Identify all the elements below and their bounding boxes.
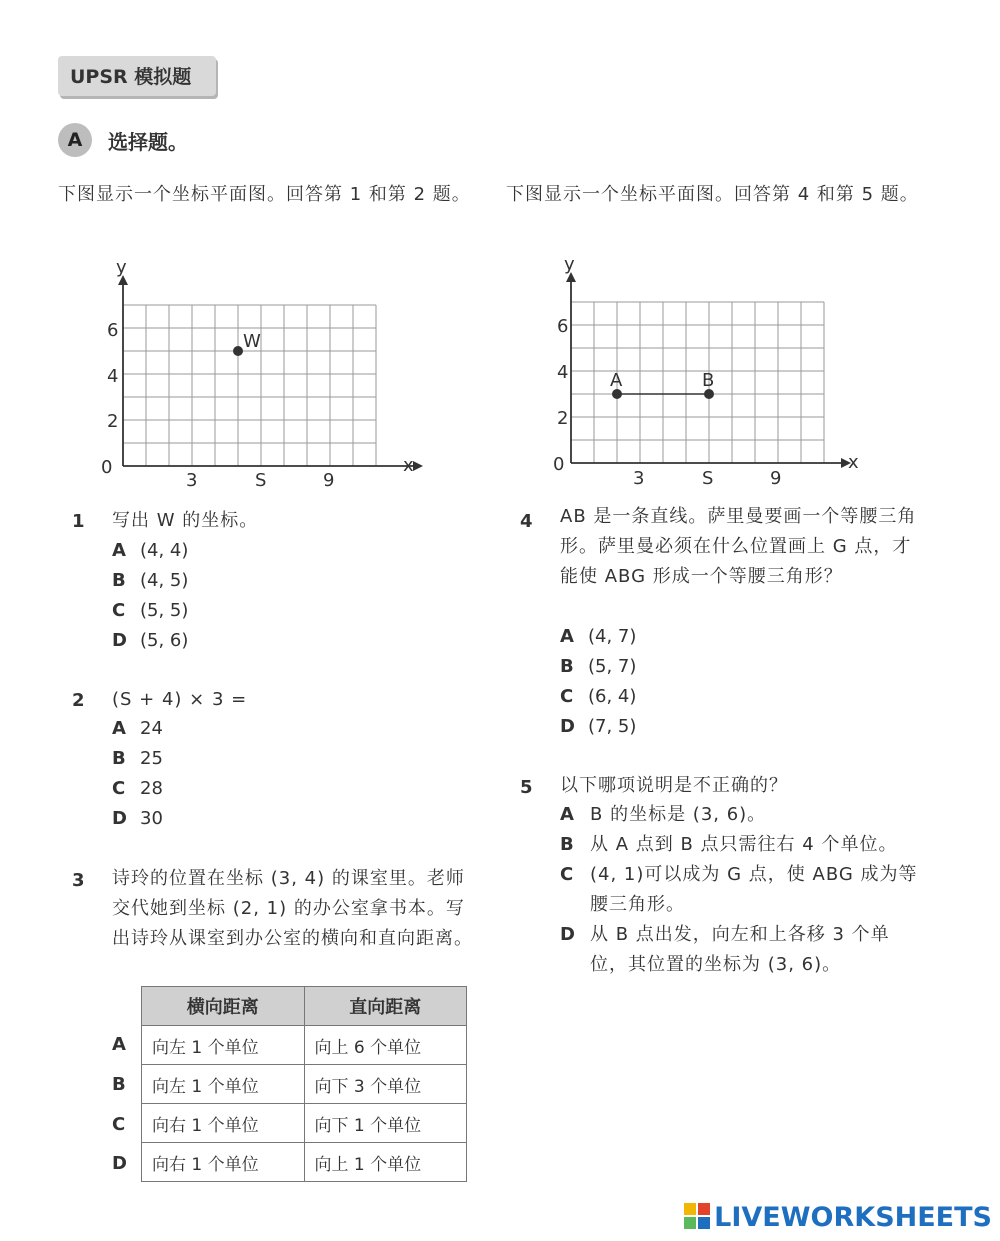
y-tick-2: 2	[107, 411, 119, 432]
point-b-label: B	[702, 370, 715, 391]
table-cell: 向右 1 个单位	[142, 1143, 305, 1182]
y-axis-label: y	[564, 254, 575, 275]
q5-options	[560, 800, 920, 980]
point-w-label: W	[243, 331, 261, 352]
table-header-vertical: 直向距离	[304, 987, 467, 1026]
q2-number: 2	[72, 690, 85, 711]
y-tick-0: 0	[101, 457, 113, 478]
q2-option-b[interactable]: B 25	[112, 748, 163, 769]
table-row	[142, 1065, 467, 1104]
q3-number: 3	[72, 870, 85, 891]
table-cell: 向右 1 个单位	[142, 1104, 305, 1143]
table-row	[142, 1104, 467, 1143]
q5-option-d[interactable]: D 从 B 点出发，向左和上各移 3 个单位，其位置的坐标为 (3, 6)。	[560, 924, 890, 975]
q1-options	[112, 536, 188, 656]
table-cell: 向下 3 个单位	[304, 1065, 467, 1104]
table-cell: 向下 1 个单位	[304, 1104, 467, 1143]
q5-option-c[interactable]: C (4, 1)可以成为 G 点，使 ABG 成为等腰三角形。	[560, 864, 918, 915]
q2-option-d[interactable]: D 30	[112, 808, 163, 829]
q4-option-a[interactable]: A (4, 7)	[560, 626, 637, 647]
q1-option-d[interactable]: D (5, 6)	[112, 630, 189, 651]
q3-row-labels	[112, 986, 142, 1186]
q3-row-label-c[interactable]: C	[112, 1114, 126, 1135]
q5-number: 5	[520, 777, 533, 798]
logo-text: LIVEWORKSHEETS	[714, 1202, 992, 1233]
y-axis-label: y	[116, 257, 127, 278]
q5-option-a[interactable]: A B 的坐标是 (3, 6)。	[560, 804, 767, 825]
q2-options	[112, 714, 163, 834]
q3-row-label-a[interactable]: A	[112, 1034, 126, 1055]
x-tick-5: S	[702, 468, 714, 489]
q3-text: 诗玲的位置在坐标 (3, 4) 的课室里。老师交代她到坐标 (2, 1) 的办公室拿书本。写出诗玲从课室到办公室的横向和直向距离。	[112, 868, 473, 949]
left-intro: 下图显示一个坐标平面图。回答第 1 和第 2 题。	[58, 184, 471, 205]
q4-option-c[interactable]: C (6, 4)	[560, 686, 637, 707]
q2-option-a[interactable]: A 24	[112, 718, 163, 739]
q3-distance-table	[141, 986, 467, 1182]
q1-option-a[interactable]: A (4, 4)	[112, 540, 189, 561]
section-title: 选择题。	[108, 130, 188, 154]
q4-number: 4	[520, 511, 533, 532]
q1-option-b[interactable]: B (4, 5)	[112, 570, 189, 591]
q4-options	[560, 622, 636, 742]
right-coordinate-graph	[543, 252, 873, 492]
x-tick-3: 3	[633, 468, 645, 489]
right-intro: 下图显示一个坐标平面图。回答第 4 和第 5 题。	[506, 184, 919, 205]
table-cell: 向左 1 个单位	[142, 1026, 305, 1065]
table-row	[142, 1026, 467, 1065]
y-tick-4: 4	[557, 362, 569, 383]
point-a-label: A	[610, 370, 623, 391]
section-badge: A	[58, 123, 92, 157]
x-axis-arrow	[413, 461, 423, 471]
table-row	[142, 1143, 467, 1182]
q1-option-c[interactable]: C (5, 5)	[112, 600, 189, 621]
q2-option-c[interactable]: C 28	[112, 778, 163, 799]
table-cell: 向上 1 个单位	[304, 1143, 467, 1182]
page-title: UPSR 模拟题	[70, 66, 192, 88]
x-axis-label: x	[403, 455, 414, 476]
y-tick-6: 6	[557, 316, 569, 337]
liveworksheets-logo[interactable]	[684, 1202, 992, 1233]
q5-option-b[interactable]: B 从 A 点到 B 点只需往右 4 个单位。	[560, 834, 898, 855]
logo-icon	[684, 1203, 710, 1229]
table-header-horizontal: 横向距离	[142, 987, 305, 1026]
q4-option-b[interactable]: B (5, 7)	[560, 656, 637, 677]
x-axis-label: x	[848, 452, 859, 473]
q1-number: 1	[72, 511, 85, 532]
x-tick-5: S	[255, 470, 267, 491]
q3-row-label-b[interactable]: B	[112, 1074, 126, 1095]
q4-text: AB 是一条直线。萨里曼要画一个等腰三角形。萨里曼必须在什么位置画上 G 点，才能使 ABG 形成一个等腰三角形？	[560, 506, 917, 587]
table-cell: 向上 6 个单位	[304, 1026, 467, 1065]
y-tick-6: 6	[107, 320, 119, 341]
point-w	[233, 346, 243, 356]
x-tick-3: 3	[186, 470, 198, 491]
table-cell: 向左 1 个单位	[142, 1065, 305, 1104]
q5-text: 以下哪项说明是不正确的？	[560, 775, 788, 796]
q4-option-d[interactable]: D (7, 5)	[560, 716, 637, 737]
y-tick-0: 0	[553, 454, 565, 475]
left-coordinate-graph	[95, 255, 425, 495]
q2-text: (S + 4) × 3 =	[112, 689, 248, 710]
q1-text: 写出 W 的坐标。	[112, 510, 259, 531]
x-tick-9: 9	[323, 470, 335, 491]
y-tick-4: 4	[107, 366, 119, 387]
x-tick-9: 9	[770, 468, 782, 489]
y-tick-2: 2	[557, 408, 569, 429]
q3-row-label-d[interactable]: D	[112, 1153, 127, 1174]
